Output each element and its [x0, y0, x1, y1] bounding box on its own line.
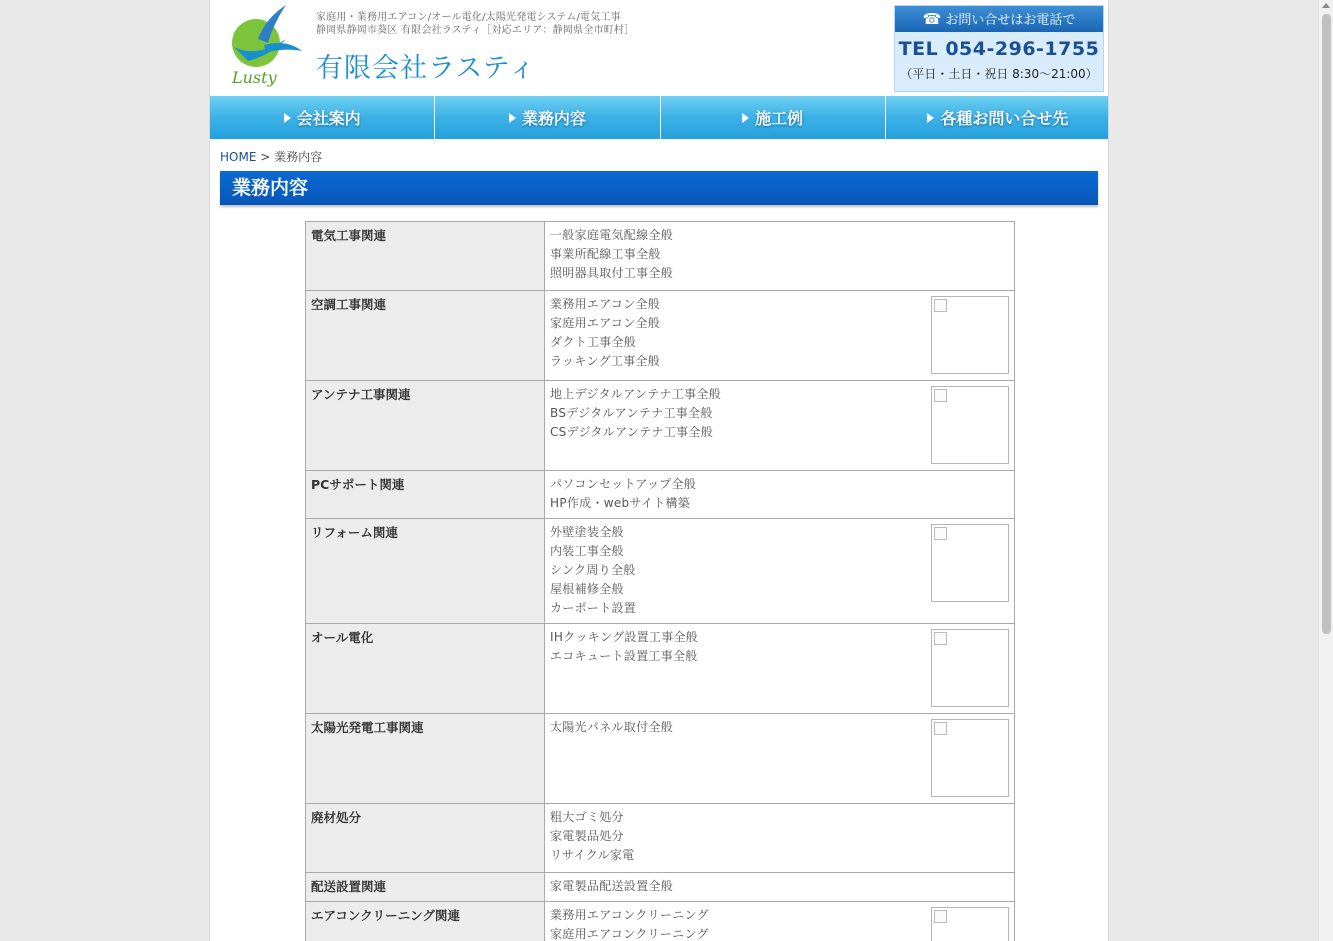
service-category: エアコンクリーニング関連 — [306, 902, 545, 941]
company-name[interactable]: 有限会社ラスティ — [316, 53, 537, 84]
service-item: 外壁塗装全般 — [550, 525, 624, 539]
nav-item-label: 各種お問い合せ先 — [940, 109, 1069, 128]
service-item: 家電製品処分 — [550, 829, 624, 843]
breadcrumb-current: 業務内容 — [274, 150, 323, 164]
scrollbar-thumb[interactable] — [1322, 14, 1331, 634]
service-photo-broken-image — [931, 907, 1009, 941]
service-details — [545, 519, 1015, 624]
service-details — [545, 714, 1015, 804]
logo-text: Lusty — [232, 68, 277, 87]
page — [209, 0, 1109, 941]
service-item: 事業所配線工事全般 — [550, 247, 661, 261]
service-item: 家電製品配送設置全般 — [550, 879, 674, 893]
service-details — [545, 381, 1015, 471]
service-item: 内装工事全般 — [550, 544, 624, 558]
service-category: 太陽光発電工事関連 — [306, 714, 545, 804]
phone-icon: ☎ — [922, 10, 942, 28]
play-arrow-icon — [509, 113, 516, 123]
tagline-line1: 家庭用・業務用エアコン/オール電化/太陽光発電システム/電気工事 — [316, 12, 621, 23]
nav-item-works[interactable] — [661, 96, 886, 139]
tagline-line2: 静岡県静岡市葵区 有限会社ラスティ［対応エリア：静岡県全市町村］ — [316, 25, 635, 36]
service-category: 廃材処分 — [306, 804, 545, 873]
service-row — [306, 714, 1015, 804]
service-row — [306, 519, 1015, 624]
service-item: 地上デジタルアンテナ工事全般 — [550, 387, 722, 401]
service-details — [545, 291, 1015, 381]
nav-item-label: 施工例 — [755, 109, 804, 128]
service-photo-broken-image — [931, 629, 1009, 707]
service-details — [545, 222, 1015, 291]
service-details — [545, 873, 1015, 902]
breadcrumb-home-link[interactable]: HOME — [220, 150, 257, 164]
service-row — [306, 471, 1015, 519]
service-category: 電気工事関連 — [306, 222, 545, 291]
service-category: PCサポート関連 — [306, 471, 545, 519]
nav-item-company[interactable] — [210, 96, 435, 139]
contact-tel: TEL 054-296-1755 — [898, 38, 1100, 60]
nav-item-services[interactable] — [435, 96, 660, 139]
page-title: 業務内容 — [220, 171, 1098, 205]
service-item: リサイクル家電 — [550, 848, 635, 862]
service-category: オール電化 — [306, 624, 545, 714]
service-item: ダクト工事全般 — [550, 335, 637, 349]
service-photo-broken-image — [931, 386, 1009, 464]
service-item: カーポート設置 — [550, 601, 637, 615]
service-photo-broken-image — [931, 719, 1009, 797]
service-category: 空調工事関連 — [306, 291, 545, 381]
service-category: リフォーム関連 — [306, 519, 545, 624]
service-row — [306, 624, 1015, 714]
service-item: 照明器具取付工事全般 — [550, 266, 674, 280]
service-category: 配送設置関連 — [306, 873, 545, 902]
service-item: 業務用エアコン全般 — [550, 297, 661, 311]
contact-heading — [895, 6, 1103, 32]
service-row — [306, 873, 1015, 902]
service-row — [306, 902, 1015, 941]
nav-item-label: 会社案内 — [296, 109, 361, 128]
service-item: IHクッキング設置工事全般 — [550, 630, 699, 644]
service-item: 太陽光パネル取付全般 — [550, 720, 674, 734]
service-item: 粗大ゴミ処分 — [550, 810, 624, 824]
service-item: BSデジタルアンテナ工事全般 — [550, 406, 713, 420]
breadcrumb-separator: > — [256, 150, 275, 164]
service-row — [306, 804, 1015, 873]
service-item: CSデジタルアンテナ工事全般 — [550, 425, 713, 439]
service-item: エコキュート設置工事全般 — [550, 649, 698, 663]
vertical-scrollbar[interactable] — [1318, 0, 1333, 941]
service-item: パソコンセットアップ全般 — [550, 477, 697, 491]
service-row — [306, 291, 1015, 381]
nav-item-contact[interactable] — [886, 96, 1109, 139]
global-nav — [210, 96, 1109, 139]
service-photo-broken-image — [931, 524, 1009, 602]
service-item: 家庭用エアコン全般 — [550, 316, 661, 330]
services-table — [305, 221, 1015, 941]
service-details — [545, 804, 1015, 873]
service-details — [545, 471, 1015, 519]
nav-item-label: 業務内容 — [521, 109, 586, 128]
play-arrow-icon — [742, 113, 749, 123]
tagline — [316, 11, 634, 37]
site-header — [210, 0, 1108, 96]
service-photo-broken-image — [931, 296, 1009, 374]
service-item: 一般家庭電気配線全般 — [550, 228, 674, 242]
service-item: 業務用エアコンクリーニング — [550, 908, 709, 922]
play-arrow-icon — [927, 113, 934, 123]
service-item: ラッキング工事全般 — [550, 354, 661, 368]
service-row — [306, 222, 1015, 291]
contact-box — [894, 5, 1104, 92]
contact-hours: （平日・土日・祝日 8:30〜21:00） — [900, 67, 1098, 81]
service-item: 屋根補修全般 — [550, 582, 624, 596]
lusty-logo[interactable] — [228, 3, 304, 89]
play-arrow-icon — [284, 113, 291, 123]
breadcrumb — [220, 148, 322, 165]
scroll-up-arrow-icon[interactable] — [1322, 3, 1330, 8]
service-row — [306, 381, 1015, 471]
service-category: アンテナ工事関連 — [306, 381, 545, 471]
contact-heading-text: お問い合せはお電話で — [945, 13, 1076, 28]
service-item: HP作成・webサイト構築 — [550, 496, 691, 510]
service-item: 家庭用エアコンクリーニング — [550, 927, 709, 941]
service-details — [545, 624, 1015, 714]
service-details — [545, 902, 1015, 941]
service-item: シンク周り全般 — [550, 563, 636, 577]
